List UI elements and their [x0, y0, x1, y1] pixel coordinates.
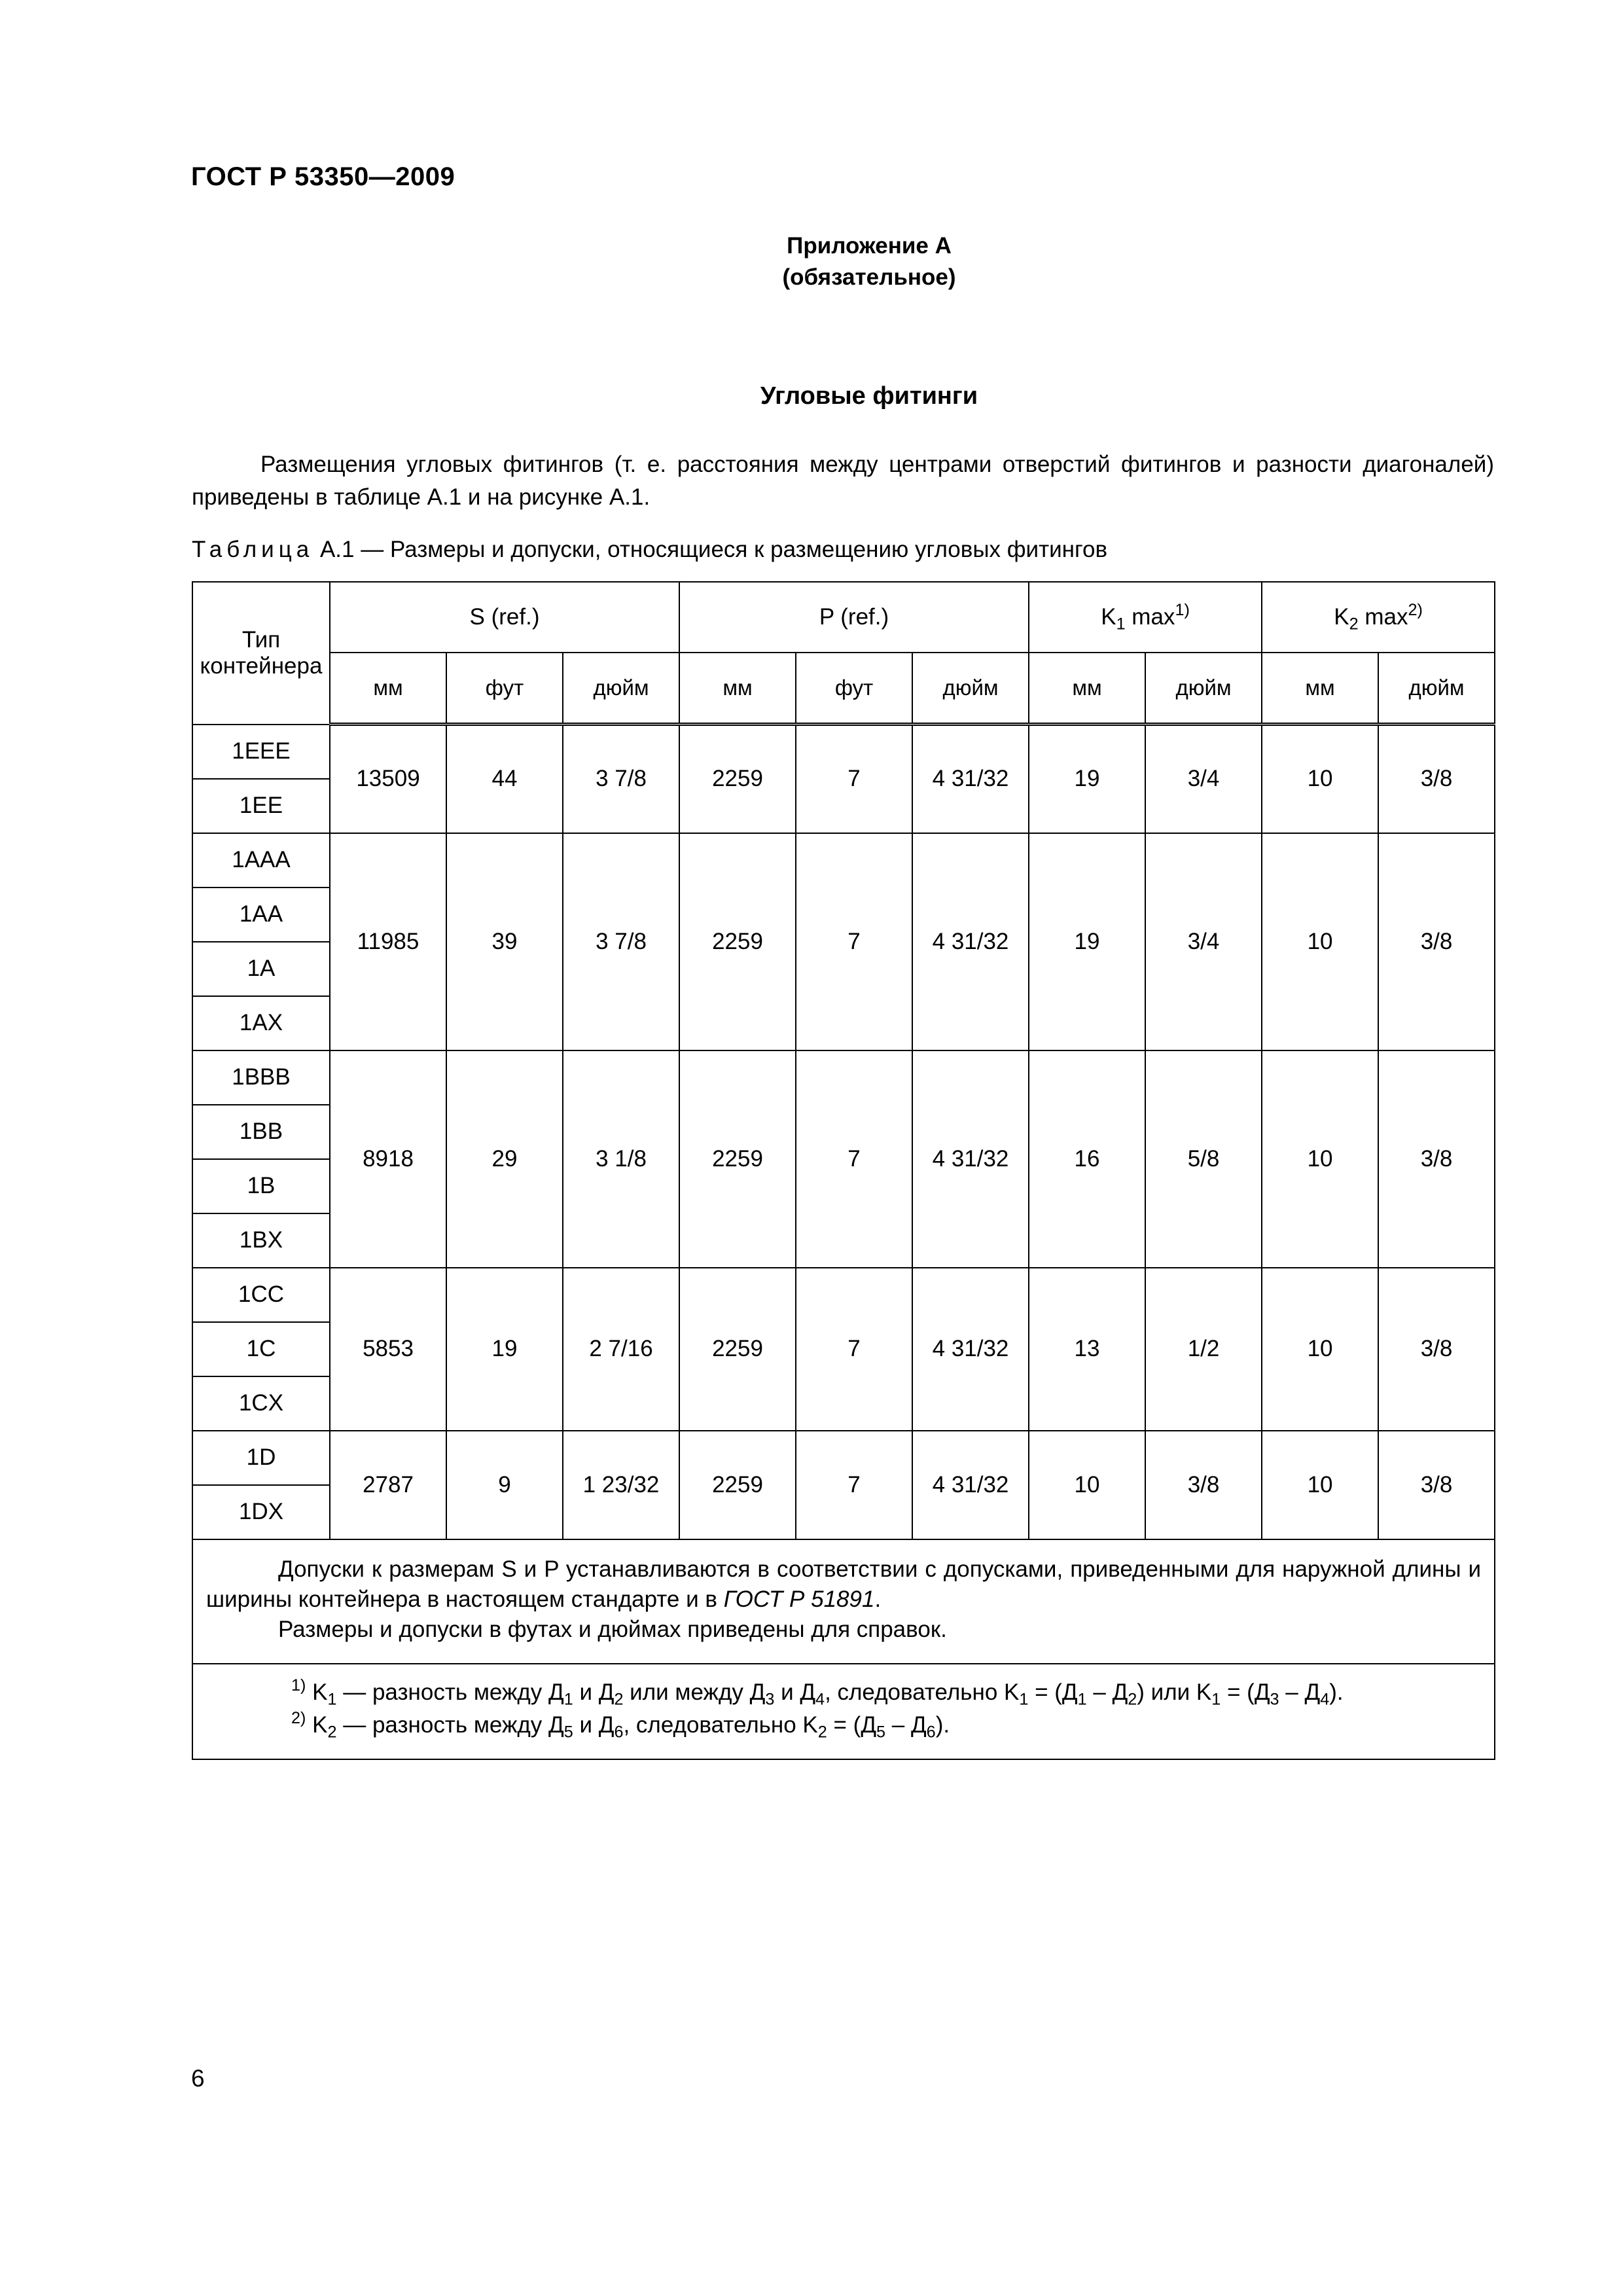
note-line-1 — [206, 1554, 1481, 1615]
value-cell: 3/8 — [1378, 1050, 1495, 1268]
value-cell: 10 — [1029, 1431, 1145, 1539]
k1-sup: 1) — [1175, 601, 1190, 620]
note-text: Допуски к размерам S и P устанавливаются в соответствии с допусками, приведенными для наружной длины и ширины контейнера в настоящем стандарте и в — [206, 1556, 1482, 1612]
header-k1-max — [1029, 582, 1262, 653]
fittings-table — [192, 581, 1495, 1760]
value-cell: 1/2 — [1145, 1268, 1262, 1431]
k2-sup: 2) — [1408, 601, 1423, 620]
table-row — [192, 1431, 1495, 1485]
value-cell: 4 31/32 — [912, 1050, 1029, 1268]
k1-text: max — [1125, 604, 1175, 630]
value-cell: 1 23/32 — [563, 1431, 679, 1539]
value-cell: 3/4 — [1145, 725, 1262, 833]
container-type-cell: 1AAA — [192, 833, 330, 888]
table-footnotes — [192, 1664, 1495, 1759]
unit-header: мм — [1029, 653, 1145, 725]
container-type-cell: 1A — [192, 942, 330, 996]
table-caption — [192, 537, 1107, 563]
value-cell: 11985 — [330, 833, 446, 1050]
header-type-line2: контейнера — [200, 653, 323, 679]
value-cell: 10 — [1262, 1431, 1378, 1539]
container-type-cell: 1BB — [192, 1105, 330, 1159]
value-cell: 2 7/16 — [563, 1268, 679, 1431]
document-code: ГОСТ Р 53350—2009 — [191, 162, 455, 191]
unit-header: мм — [1262, 653, 1378, 725]
footnote-2: $^{2)}$ $K_2$ — разность между $Д_5$ и $Д_6$, следовательно $K_2 = (Д_5 - Д_6)$. — [291, 1708, 950, 1742]
k1-sub: 1 — [1116, 615, 1126, 634]
container-type-cell: 1CC — [192, 1268, 330, 1322]
header-s-ref: S (ref.) — [330, 582, 679, 653]
value-cell: 3 7/8 — [563, 833, 679, 1050]
unit-header: дюйм — [1378, 653, 1495, 725]
value-cell: 4 31/32 — [912, 725, 1029, 833]
table-row — [192, 725, 1495, 779]
value-cell: 29 — [446, 1050, 563, 1268]
page-number: 6 — [191, 2065, 205, 2092]
note-text-end: . — [874, 1586, 882, 1612]
value-cell: 10 — [1262, 1050, 1378, 1268]
table-caption-text: А.1 — Размеры и допуски, относящиеся к размещению угловых фитингов — [313, 537, 1108, 562]
value-cell: 4 31/32 — [912, 1431, 1029, 1539]
k2-base: K — [1334, 604, 1349, 630]
value-cell: 2259 — [679, 1268, 796, 1431]
value-cell: 10 — [1262, 725, 1378, 833]
value-cell: 13509 — [330, 725, 446, 833]
value-cell: 7 — [796, 1268, 912, 1431]
value-cell: 7 — [796, 833, 912, 1050]
container-type-cell: 1DX — [192, 1485, 330, 1539]
k2-text: max — [1358, 604, 1408, 630]
value-cell: 19 — [446, 1268, 563, 1431]
unit-header: фут — [796, 653, 912, 725]
intro-paragraph: Размещения угловых фитингов (т. е. расстояния между центрами отверстий фитингов и разности диагоналей) приведены в таблице А.1 и на рисунке А.1. — [192, 452, 1494, 510]
container-type-cell: 1EEE — [192, 725, 330, 779]
value-cell: 16 — [1029, 1050, 1145, 1268]
value-cell: 44 — [446, 725, 563, 833]
value-cell: 2787 — [330, 1431, 446, 1539]
container-type-cell: 1B — [192, 1159, 330, 1213]
unit-header: дюйм — [563, 653, 679, 725]
value-cell: 10 — [1262, 833, 1378, 1050]
note-line-2: Размеры и допуски в футах и дюймах приведены для справок. — [278, 1616, 947, 1642]
value-cell: 2259 — [679, 1431, 796, 1539]
container-type-cell: 1CX — [192, 1376, 330, 1431]
value-cell: 3 7/8 — [563, 725, 679, 833]
footnote-1: $^{1)}$ $K_1$ — разность между $Д_1$ и $Д_2$ или между $Д_3$ и $Д_4$, следовательно $K_1 = (Д_1 - Д_2)$ или $K_1 = (Д_3 - Д_4)$. — [291, 1676, 1344, 1709]
unit-header: мм — [679, 653, 796, 725]
value-cell: 3/8 — [1378, 1268, 1495, 1431]
value-cell: 3/8 — [1145, 1431, 1262, 1539]
value-cell: 5853 — [330, 1268, 446, 1431]
table-note — [192, 1539, 1495, 1664]
value-cell: 39 — [446, 833, 563, 1050]
value-cell: 2259 — [679, 1050, 796, 1268]
table-row — [192, 833, 1495, 888]
value-cell: 13 — [1029, 1268, 1145, 1431]
appendix-heading — [0, 230, 1623, 293]
value-cell: 10 — [1262, 1268, 1378, 1431]
k2-sub: 2 — [1349, 615, 1359, 634]
container-type-cell: 1AX — [192, 996, 330, 1050]
section-title: Угловые фитинги — [760, 382, 978, 410]
value-cell: 5/8 — [1145, 1050, 1262, 1268]
container-type-cell: 1BX — [192, 1213, 330, 1268]
unit-header: дюйм — [1145, 653, 1262, 725]
table-row — [192, 1268, 1495, 1322]
footnote-1-mark: 1) — [291, 1676, 306, 1695]
appendix-status: (обязательное) — [782, 264, 956, 290]
value-cell: 7 — [796, 1050, 912, 1268]
value-cell: 3/8 — [1378, 725, 1495, 833]
container-type-cell: 1AA — [192, 888, 330, 942]
header-type-line1: Тип — [241, 626, 281, 653]
value-cell: 3/4 — [1145, 833, 1262, 1050]
value-cell: 4 31/32 — [912, 1268, 1029, 1431]
footnote-2-mark: 2) — [291, 1708, 306, 1727]
value-cell: 9 — [446, 1431, 563, 1539]
container-type-cell: 1D — [192, 1431, 330, 1485]
unit-header: мм — [330, 653, 446, 725]
k1-base: K — [1101, 604, 1116, 630]
container-type-cell: 1BBB — [192, 1050, 330, 1105]
header-k2-max — [1262, 582, 1495, 653]
value-cell: 3/8 — [1378, 1431, 1495, 1539]
header-p-ref: P (ref.) — [679, 582, 1029, 653]
header-container-type — [192, 582, 330, 725]
value-cell: 7 — [796, 725, 912, 833]
value-cell: 3 1/8 — [563, 1050, 679, 1268]
unit-header: фут — [446, 653, 563, 725]
value-cell: 19 — [1029, 833, 1145, 1050]
table-caption-prefix: Таблица — [192, 537, 314, 562]
container-type-cell: 1EE — [192, 779, 330, 833]
value-cell: 3/8 — [1378, 833, 1495, 1050]
value-cell: 8918 — [330, 1050, 446, 1268]
unit-header: дюйм — [912, 653, 1029, 725]
value-cell: 2259 — [679, 833, 796, 1050]
value-cell: 7 — [796, 1431, 912, 1539]
table-row — [192, 1050, 1495, 1105]
value-cell: 19 — [1029, 725, 1145, 833]
appendix-title: Приложение А — [787, 233, 952, 259]
note-reference: ГОСТ Р 51891 — [723, 1586, 875, 1612]
value-cell: 2259 — [679, 725, 796, 833]
value-cell: 4 31/32 — [912, 833, 1029, 1050]
container-type-cell: 1C — [192, 1322, 330, 1376]
